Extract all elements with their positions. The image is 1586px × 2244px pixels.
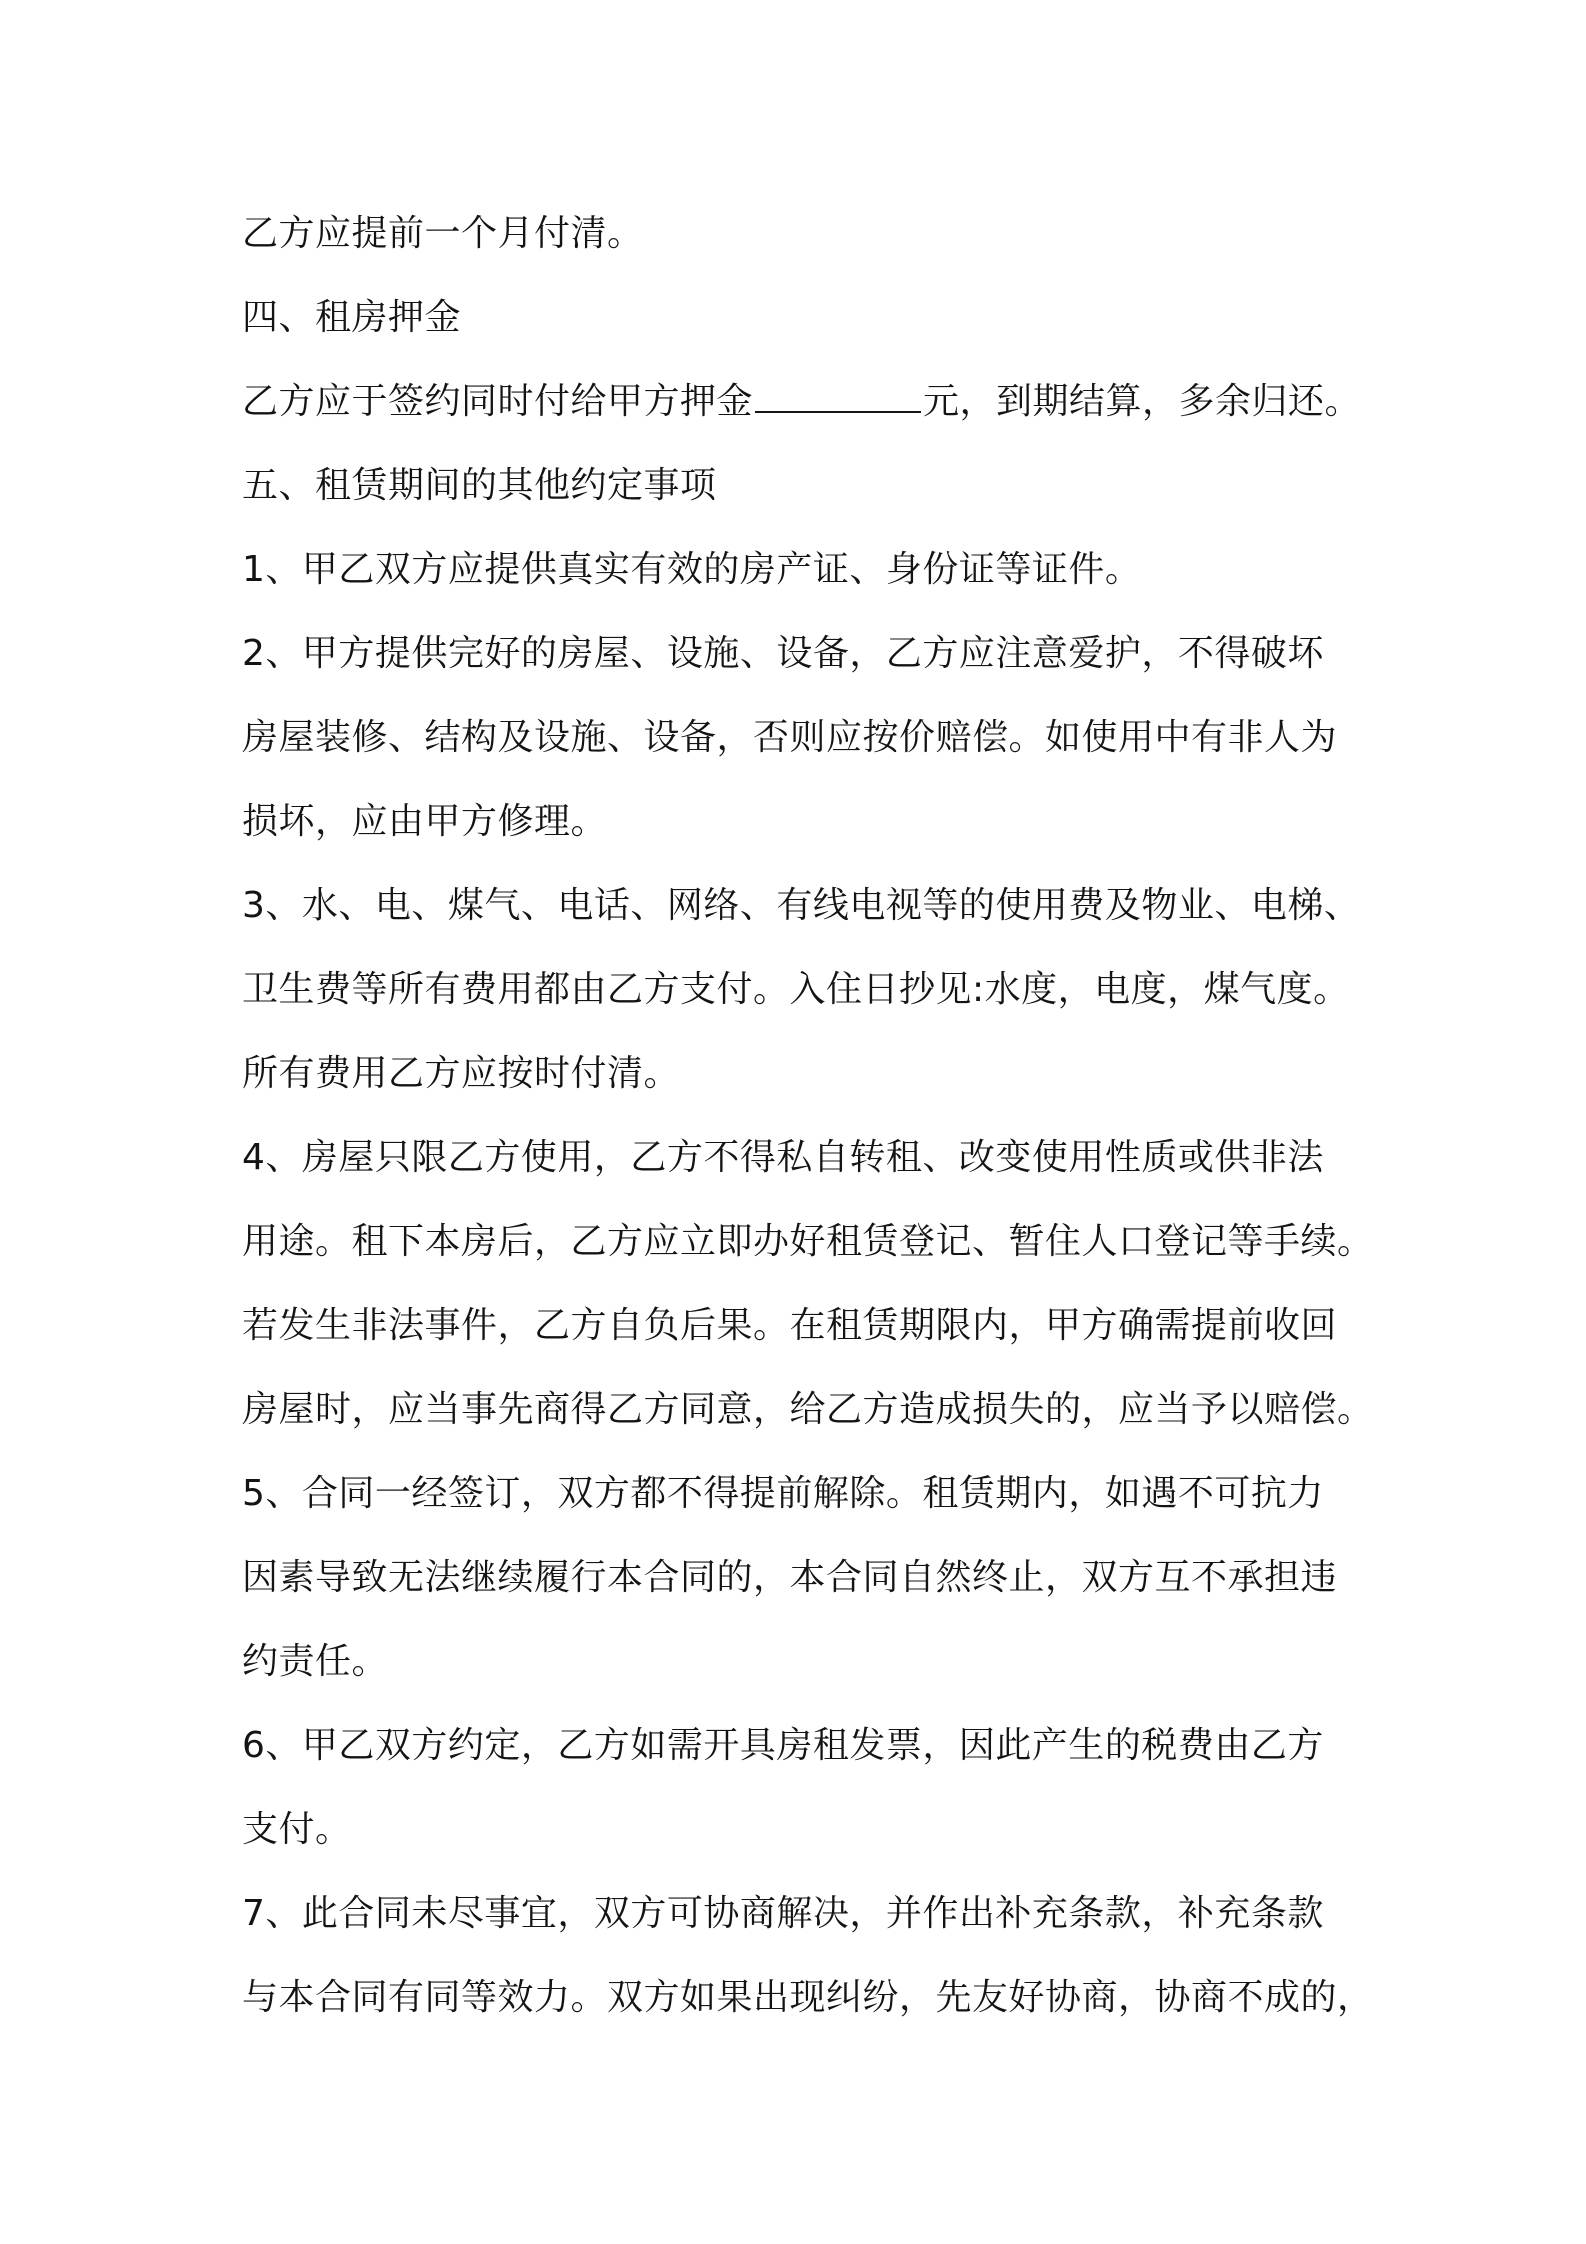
text-line: 7、此合同未尽事宜，双方可协商解决，并作出补充条款，补充条款 <box>242 1893 1324 1934</box>
deposit-text-before: 乙方应于签约同时付给甲方押金 <box>242 381 754 422</box>
text-line: 支付。 <box>242 1809 352 1850</box>
contract-text <box>242 192 1392 2040</box>
text-line: 2、甲方提供完好的房屋、设施、设备，乙方应注意爱护，不得破坏 <box>242 633 1324 674</box>
section-heading-other-terms: 五、租赁期间的其他约定事项 <box>242 465 717 506</box>
text-line: 5、合同一经签订，双方都不得提前解除。租赁期内，如遇不可抗力 <box>242 1473 1324 1514</box>
text-line: 与本合同有同等效力。双方如果出现纠纷，先友好协商，协商不成的， <box>242 1977 1374 2018</box>
deposit-line <box>242 360 1392 444</box>
deposit-amount-blank <box>755 379 921 413</box>
text-line: 卫生费等所有费用都由乙方支付。入住日抄见:水度，电度，煤气度。 <box>242 969 1350 1010</box>
text-line: 用途。租下本房后，乙方应立即办好租赁登记、暂住人口登记等手续。 <box>242 1221 1374 1262</box>
text-line: 房屋装修、结构及设施、设备，否则应按价赔偿。如使用中有非人为 <box>242 717 1338 758</box>
text-line: 3、水、电、煤气、电话、网络、有线电视等的使用费及物业、电梯、 <box>242 885 1361 926</box>
section-heading-deposit: 四、租房押金 <box>242 297 462 338</box>
deposit-text-after: 元，到期结算，多余归还。 <box>923 381 1362 422</box>
text-line: 乙方应提前一个月付清。 <box>242 213 644 254</box>
text-line: 约责任。 <box>242 1641 389 1682</box>
text-line: 损坏，应由甲方修理。 <box>242 801 608 842</box>
text-line: 因素导致无法继续履行本合同的，本合同自然终止，双方互不承担违 <box>242 1557 1338 1598</box>
text-line: 所有费用乙方应按时付清。 <box>242 1053 681 1094</box>
text-line: 4、房屋只限乙方使用，乙方不得私自转租、改变使用性质或供非法 <box>242 1137 1324 1178</box>
text-line: 6、甲乙双方约定，乙方如需开具房租发票，因此产生的税费由乙方 <box>242 1725 1324 1766</box>
text-line: 若发生非法事件，乙方自负后果。在租赁期限内，甲方确需提前收回 <box>242 1305 1338 1346</box>
text-line: 房屋时，应当事先商得乙方同意，给乙方造成损失的，应当予以赔偿。 <box>242 1389 1374 1430</box>
text-line: 1、甲乙双方应提供真实有效的房产证、身份证等证件。 <box>242 549 1142 590</box>
